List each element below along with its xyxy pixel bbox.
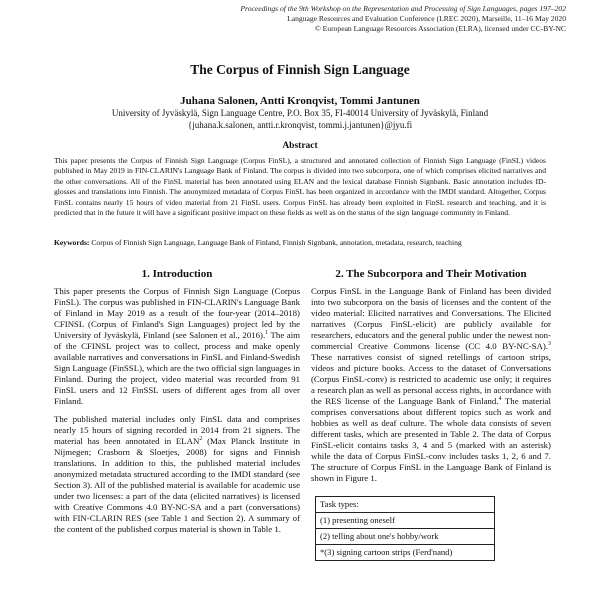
affiliation: University of Jyväskylä, Sign Language Centre, P.O. Box 35, FI-40014 University of Jyväskylä, Finland — [111, 108, 489, 118]
paragraph-text: Corpus FinSL in the Language Bank of Finland has been divided into two subcorpora on the basis of licenses and the content of the video material: Elicited narratives and Conversations. The Elicited narratives (Corpus FinSL-elicit) are publicly available for researchers, educators and the general public under the newest non-commercial Creative Commons license (CC 4.0 BY-NC-SA). — [311, 286, 551, 351]
author-emails: {juhana.k.salonen, antti.r.kronqvist, tommi.j.jantunen}@jyu.fi — [187, 119, 413, 130]
keywords-text: Corpus of Finnish Sign Language, Language Bank of Finland, Finnish Signbank, annotation, metadata, research, teaching — [91, 238, 462, 247]
right-column — [311, 268, 551, 561]
subcorpora-paragraph — [311, 286, 551, 484]
paragraph-text: The published material includes only FinSL data and comprises nearly 15 hours of signing recorded in 2014 from 21 signers. The material has been annotated in ELAN — [54, 414, 300, 446]
proceedings-header — [146, 4, 566, 34]
abstract-heading: Abstract — [282, 141, 318, 151]
table-header-cell: Task types: — [316, 497, 495, 513]
table-cell: (2) telling about one's hobby/work — [316, 529, 495, 545]
table-row — [316, 529, 495, 545]
keywords-label: Keywords: — [54, 238, 90, 247]
left-column — [54, 268, 300, 542]
table-cell: (1) presenting oneself — [316, 513, 495, 529]
license-line: © European Language Resources Association (ELRA), licensed under CC-BY-NC — [314, 24, 566, 33]
paragraph-text: The aim of the CFINSL project was to collect, process and make openly available narratives and conversations in FinSL and Finland-Swedish Sign Language (FinSSL), which are the two official sign languages in Finland. During the project, video material was recorded from 91 FinSL users and 12 FinSSL users of different ages from all over Finland. — [54, 330, 300, 406]
paragraph-text: (Max Planck Institute in Nijmegen; Crasborn & Sloetjes, 2008) for signs and Finnish translations. In addition to this, the published material includes anonymized metadata structured according to the IMDI standard (see Section 3). All of the published material is available for academic use under two licenses: a part of the data (elicited narratives) is licensed with Creative Commons 4.0 BY-NC-SA and a part (conversations) with FIN-CLARIN RES (see Table 1 and Section 2). A summary of the content of the published corpus material is shown in Table 1. — [54, 436, 300, 534]
paragraph-text: This paper presents the Corpus of Finnish Sign Language (Corpus FinSL). The corpus was published in FIN-CLARIN's Language Bank of Finland in May 2019 as a result of the four-year (2014–2018) CFINSL (Corpus of Finland's Sign Languages) project led by the University of Jyväskylä, Finland (see Salonen et al., 2016). — [54, 286, 300, 340]
footnote-marker: 4 — [498, 396, 502, 403]
abstract-text: This paper presents the Corpus of Finnish Sign Language (Corpus FinSL), a structured and annotated collection of Finnish Sign Language (FinSL) videos published in May 2019 in FIN-CLARIN's Language Bank of Finland. The corpus is divided into two subcorpora, one of which comprises elicited narratives and the other conversations. All of the FinSL material has been annotated using ELAN and the lexical database Finnish Signbank. Basic annotation includes ID-glosses and translations into Finnish. The anonymized metadata of Corpus FinSL has been organized in accordance with the IMDI standard. Altogether, Corpus FinSL contains nearly 15 hours of video material from 21 FinSL users. Corpus FinSL has already been exploited in FinSL research and teaching, and it is predicted that in the future it will have a significant positive impact on these fields as well as on the status of the sign language community in Finland. — [54, 156, 546, 218]
author-names: Juhana Salonen, Antti Kronqvist, Tommi Jantunen — [180, 95, 420, 107]
keywords — [54, 238, 554, 248]
table-row — [316, 545, 495, 561]
conference-line: Language Resources and Evaluation Conference (LREC 2020), Marseille, 11–16 May 2020 — [287, 14, 566, 23]
paragraph-text: The material comprises conversations about different topics such as work and hobbies as well as deaf culture. The whole data consists of seven different tasks, which are presented in Table 2. The data of Corpus FinSL-elicit contains tasks 3, 4 and 5 (marked with an asterisk) while the data of Corpus FinSL-conv includes tasks 1, 2, 6 and 7. The structure of Corpus FinSL in the Language Bank of Finland is shown in Figure 1. — [311, 396, 551, 483]
introduction-paragraph-1 — [54, 286, 300, 407]
footnote-marker: 1 — [265, 330, 269, 337]
proceedings-line: Proceedings of the 9th Workshop on the Representation and Processing of Sign Languages, pages 197–202 — [240, 4, 566, 13]
footnote-marker: 3 — [548, 341, 551, 348]
table-row — [316, 513, 495, 529]
author-block — [0, 94, 600, 131]
introduction-paragraph-2 — [54, 414, 300, 535]
footnote-marker: 2 — [199, 436, 203, 443]
section-heading-subcorpora: 2. The Subcorpora and Their Motivation — [335, 268, 527, 280]
table-header-row — [316, 497, 495, 513]
table-cell: *(3) signing cartoon strips (Ferd'nand) — [316, 545, 495, 561]
paragraph-text: These narratives consist of signed retellings of cartoon strips, videos and picture books. Access to the dataset of Conversations (Corpus FinSL-conv) is restricted to academic use only; it requires a research plan as well as personal access rights, in accordance with the RES license of the Language Bank of Finland. — [311, 352, 551, 406]
task-types-table — [315, 496, 495, 561]
section-heading-introduction: 1. Introduction — [141, 268, 213, 280]
paper-title: The Corpus of Finnish Sign Language — [190, 62, 410, 77]
